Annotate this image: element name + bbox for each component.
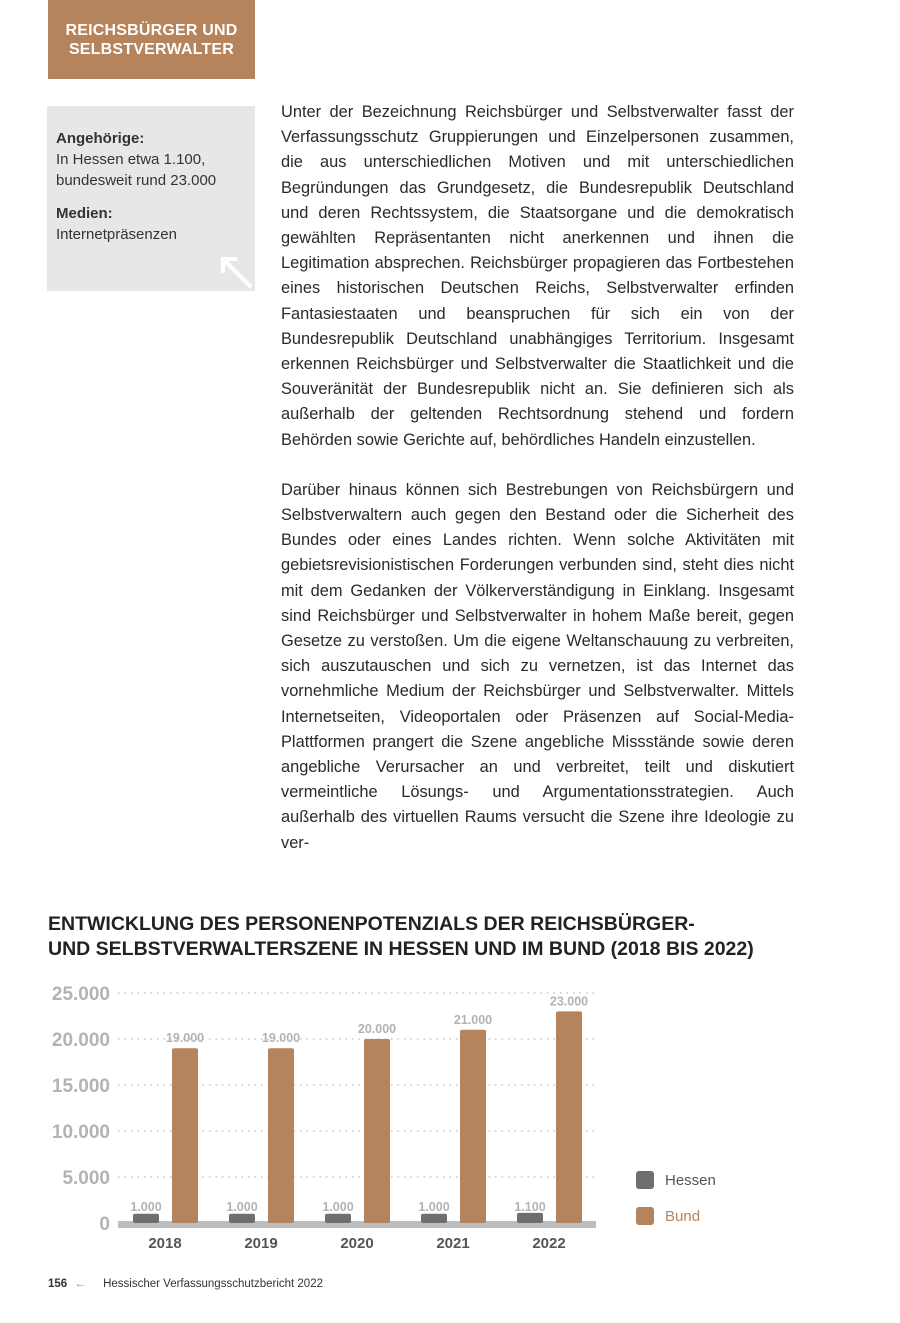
chart-title-line1: ENTWICKLUNG DES PERSONENPOTENZIALS DER REICHSBÜRGER-	[48, 913, 695, 935]
bar-chart	[40, 975, 760, 1265]
x-tick-label: 2022	[532, 1235, 566, 1252]
chart-title	[48, 912, 828, 962]
x-tick-label: 2020	[340, 1235, 374, 1252]
data-label-bund: 21.000	[453, 1012, 493, 1027]
report-title: Hessischer Verfassungsschutzbericht 2022	[103, 1278, 323, 1290]
chart-title-line2: UND SELBSTVERWALTERSZENE IN HESSEN UND IM BUND (2018 BIS 2022)	[48, 938, 754, 960]
bar-hessen	[325, 1214, 351, 1223]
page-number: 156	[48, 1278, 68, 1290]
data-label-hessen: 1.000	[130, 1200, 162, 1214]
section-badge-line2: SELBSTVERWALTER	[68, 40, 235, 58]
y-tick-label: 15.000	[51, 1076, 110, 1097]
members-hessen: In Hessen etwa 1.100,	[56, 151, 206, 168]
y-tick-label: 0	[99, 1214, 110, 1235]
section-badge-line1: REICHSBÜRGER UND	[65, 21, 238, 39]
media-label: Medien:	[56, 205, 113, 222]
arrow-up-left-icon	[217, 253, 255, 291]
bar-hessen	[421, 1214, 447, 1223]
bar-hessen	[517, 1213, 543, 1223]
data-label-bund: 19.000	[261, 1031, 301, 1046]
data-label-hessen: 1.000	[226, 1200, 258, 1214]
data-label-hessen: 1.100	[514, 1200, 546, 1214]
legend-label-bund: Bund	[665, 1208, 701, 1225]
info-box	[47, 106, 255, 291]
paragraph-2: Darüber hinaus können sich Bestrebungen von Reichsbürgern und Selbstverwaltern auch gegen den Bestand oder die Sicherheit des Bundes oder eines Landes richten. Wenn solche Aktivitäten mit gebietsrevisionistischen Forderungen verbunden sind, steht dies nicht mit dem Gedanken der Völkerverständigung in Einklang. Insgesamt sind Reichsbürger und Selbstverwalter in hohem Maße bereit, gegen Gesetze zu verstoßen. Um die eigene Weltanschauung zu verbreiten, sich auszutauschen und sich zu vernetzen, ist das Internet das vornehmliche Medium der Reichsbürger und Selbstverwalter. Mittels Internetseiten, Videoportalen oder Präsenzen auf Social-Media-Plattformen prangert die Szene angebliche Missstände sowie deren angebliche Verursacher an und verbreitet, teilt und diskutiert vermeintliche Lösungs- und Argumentationsstrategien. Auch außerhalb des virtuellen Raums versucht die Szene ihre Ideologie zu ver-	[281, 480, 794, 852]
main-text	[281, 100, 794, 881]
data-label-bund: 20.000	[357, 1022, 397, 1036]
legend-label-hessen: Hessen	[665, 1172, 716, 1189]
bar-bund	[268, 1048, 294, 1223]
y-tick-label: 20.000	[51, 1030, 110, 1051]
bar-bund	[172, 1048, 198, 1223]
page-footer	[48, 1278, 323, 1290]
x-tick-label: 2021	[436, 1235, 470, 1252]
bar-bund	[460, 1030, 486, 1223]
legend-swatch-bund	[636, 1207, 654, 1225]
members-bund: bundesweit rund 23.000	[56, 172, 217, 189]
bar-bund	[364, 1039, 390, 1223]
bar-hessen	[229, 1214, 255, 1223]
data-label-bund: 19.000	[165, 1031, 205, 1046]
legend-swatch-hessen	[636, 1171, 654, 1189]
media-value: Internetpräsenzen	[56, 226, 177, 243]
y-tick-label: 5.000	[62, 1168, 110, 1189]
data-label-hessen: 1.000	[418, 1200, 450, 1214]
bar-bund	[556, 1011, 582, 1223]
paragraph-1: Unter der Bezeichnung Reichsbürger und Selbstverwalter fasst der Verfassungsschutz Gruppierungen und Einzelpersonen zusammen, die aus unterschiedlichen Motiven und mit unterschiedlichen Begründungen das Grundgesetz, die Bundesrepublik Deutschland und deren Rechtssystem, die Staatsorgane und die demokratisch gewählten Repräsentanten nicht anerkennen und ihnen die Legitimation absprechen. Reichsbürger propagieren das Fortbestehen eines historischen Deutschen Reichs, Selbstverwalter erfinden Fantasiestaaten und beanspruchen für sich ein von der Bundesrepublik Deutschland unabhängiges Territorium. Insgesamt erkennen Reichsbürger und Selbstverwalter die Staatlichkeit und die Souveränität der Bundesrepublik nicht an. Sie definieren sich als außerhalb der geltenden Rechtsordnung stehend und fordern Behörden sowie Gerichte auf, behördliches Handeln einzustellen.	[281, 103, 794, 449]
data-label-hessen: 1.000	[322, 1200, 354, 1214]
y-tick-label: 10.000	[51, 1122, 110, 1143]
back-arrow-icon: ←	[74, 1278, 86, 1290]
y-tick-label: 25.000	[51, 984, 110, 1005]
x-tick-label: 2019	[244, 1235, 278, 1252]
bar-hessen	[133, 1214, 159, 1223]
section-badge	[48, 0, 255, 79]
members-label: Angehörige:	[56, 130, 145, 147]
data-label-bund: 23.000	[549, 994, 589, 1009]
x-tick-label: 2018	[148, 1235, 182, 1252]
